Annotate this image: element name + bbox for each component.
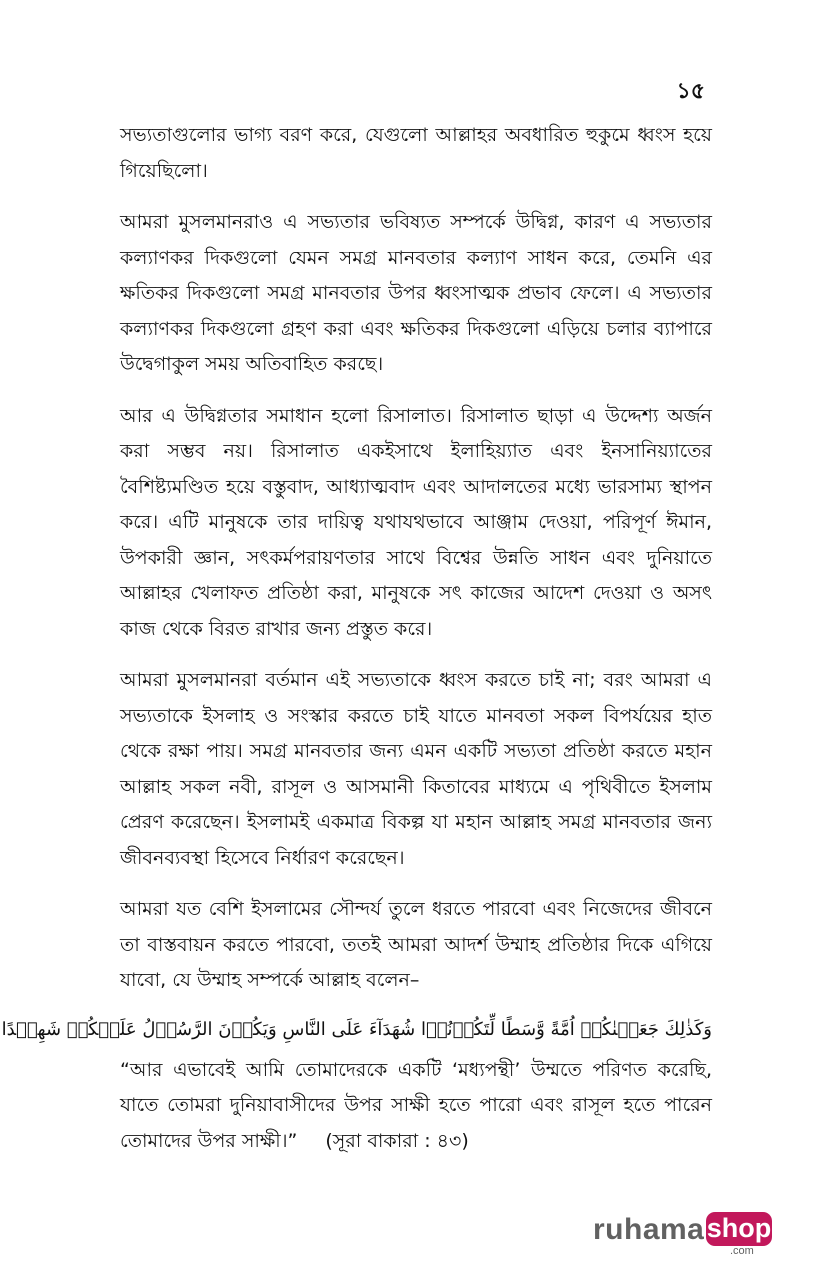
quranic-verse-arabic: وَكَذٰلِكَ جَعَلۡنٰكُمۡ اُمَّةً وَّسَطًا لِّتَكُوۡنُوۡا شُهَدَآءَ عَلَى النَّاسِ وَيَكُوۡنَ الرَّسُوۡلُ عَلَيۡكُمۡ شَهِيۡدًا	[1, 1018, 712, 1040]
verse-translation-text: “আর এভাবেই আমি তোমাদেরকে একটি ‘মধ্যপন্থী’ উম্মতে পরিণত করেছি, যাতে তোমরা দুনিয়াবাসীদের উপর সাক্ষী হতে পারো এবং রাসূল হতে পারেন তোমাদের উপর সাক্ষী।”	[120, 1058, 712, 1152]
paragraph: আমরা মুসলমানরা বর্তমান এই সভ্যতাকে ধ্বংস করতে চাই না; বরং আমরা এ সভ্যতাকে ইসলাহ ও সংস্কার করতে চাই যাতে মানবতা সকল বিপর্যয়ের হাত থেকে রক্ষা পায়। সমগ্র মানবতার জন্য এমন একটি সভ্যতা প্রতিষ্ঠা করতে মহান আল্লাহ সকল নবী, রাসূল ও আসমানী কিতাবের মাধ্যমে এ পৃথিবীতে ইসলাম প্রেরণ করেছেন। ইসলামই একমাত্র বিকল্প যা মহান আল্লাহ সমগ্র মানবতার জন্য জীবনব্যবস্থা হিসেবে নির্ধারণ করেছেন।	[120, 669, 712, 869]
paragraph: আর এ উদ্বিগ্নতার সমাধান হলো রিসালাত। রিসালাত ছাড়া এ উদ্দেশ্য অর্জন করা সম্ভব নয়। রিসালাত একইসাথে ইলাহিয়্যাত এবং ইনসানিয়্যাতের বৈশিষ্ট্যমণ্ডিত হয়ে বস্তুবাদ, আধ্যাত্মবাদ এবং আদালতের মধ্যে ভারসাম্য স্থাপন করে। এটি মানুষকে তার দায়িত্ব যথাযথভাবে আঞ্জাম দেওয়া, পরিপূর্ণ ঈমান, উপকারী জ্ঞান, সৎকর্মপরায়ণতার সাথে বিশ্বের উন্নতি সাধন এবং দুনিয়াতে আল্লাহর খেলাফত প্রতিষ্ঠা করা, মানুষকে সৎ কাজের আদেশ দেওয়া ও অসৎ কাজ থেকে বিরত রাখার জন্য প্রস্তুত করে।	[120, 404, 712, 640]
paragraph: আমরা মুসলমানরাও এ সভ্যতার ভবিষ্যত সম্পর্কে উদ্বিগ্ন, কারণ এ সভ্যতার কল্যাণকর দিকগুলো যেমন সমগ্র মানবতার কল্যাণ সাধন করে, তেমনি এর ক্ষতিকর দিকগুলো সমগ্র মানবতার উপর ধ্বংসাত্মক প্রভাব ফেলে। এ সভ্যতার কল্যাণকর দিকগুলো গ্রহণ করা এবং ক্ষতিকর দিকগুলো এড়িয়ে চলার ব্যাপারে উদ্বেগাকুল সময় অতিবাহিত করছে।	[120, 211, 712, 375]
brand-badge: shop	[706, 1212, 772, 1246]
body-text	[1, 118, 712, 1175]
verse-citation: (সূরা বাকারা : ৪৩)	[325, 1129, 469, 1152]
paragraph: আমরা যত বেশি ইসলামের সৌন্দর্য তুলে ধরতে পারবো এবং নিজেদের জীবনে তা বাস্তবায়ন করতে পারবো, ততই আমরা আদর্শ উম্মাহ প্রতিষ্ঠার দিকে এগিয়ে যাবো, যে উম্মাহ সম্পর্কে আল্লাহ বলেন–	[120, 898, 712, 991]
paragraph: সভ্যতাগুলোর ভাগ্য বরণ করে, যেগুলো আল্লাহর অবধারিত হুকুমে ধ্বংস হয়ে গিয়েছিলো।	[120, 124, 712, 182]
brand-name: ruhama	[593, 1213, 705, 1246]
verse-translation	[120, 1053, 712, 1160]
brand-watermark	[593, 1212, 778, 1256]
brand-domain: .com	[730, 1245, 754, 1257]
page-number: ১৫	[676, 79, 705, 104]
